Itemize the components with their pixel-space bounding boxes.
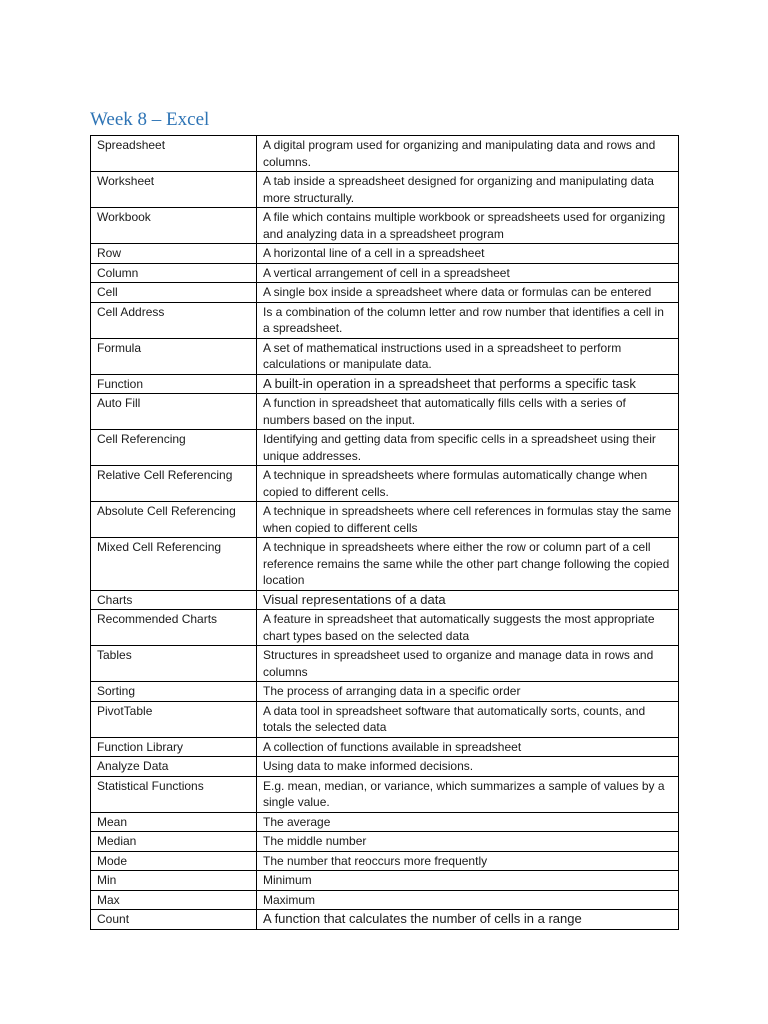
table-row xyxy=(91,871,679,891)
definition-cell: A function that calculates the number of cells in a range xyxy=(257,910,679,930)
definition-cell: Minimum xyxy=(257,871,679,891)
definition-cell: Maximum xyxy=(257,890,679,910)
definition-cell: A data tool in spreadsheet software that automatically sorts, counts, and totals the selected data xyxy=(257,701,679,737)
term-cell: Charts xyxy=(91,590,257,610)
term-cell: Cell Address xyxy=(91,302,257,338)
term-cell: Recommended Charts xyxy=(91,610,257,646)
term-cell: Function Library xyxy=(91,737,257,757)
table-row xyxy=(91,701,679,737)
table-row xyxy=(91,590,679,610)
table-row xyxy=(91,302,679,338)
definition-cell: Is a combination of the column letter and row number that identifies a cell in a spreadsheet. xyxy=(257,302,679,338)
table-row xyxy=(91,757,679,777)
term-cell: Relative Cell Referencing xyxy=(91,466,257,502)
table-row xyxy=(91,682,679,702)
term-cell: Cell Referencing xyxy=(91,430,257,466)
definition-cell: Visual representations of a data xyxy=(257,590,679,610)
term-cell: Worksheet xyxy=(91,172,257,208)
term-cell: Min xyxy=(91,871,257,891)
table-row xyxy=(91,502,679,538)
term-cell: Max xyxy=(91,890,257,910)
term-cell: PivotTable xyxy=(91,701,257,737)
term-cell: Function xyxy=(91,374,257,394)
table-row xyxy=(91,851,679,871)
table-row xyxy=(91,610,679,646)
term-cell: Mixed Cell Referencing xyxy=(91,538,257,591)
term-cell: Mode xyxy=(91,851,257,871)
definition-cell: Structures in spreadsheet used to organize and manage data in rows and columns xyxy=(257,646,679,682)
table-row xyxy=(91,466,679,502)
term-cell: Cell xyxy=(91,283,257,303)
term-cell: Tables xyxy=(91,646,257,682)
definition-cell: A single box inside a spreadsheet where data or formulas can be entered xyxy=(257,283,679,303)
table-row xyxy=(91,890,679,910)
table-row xyxy=(91,208,679,244)
term-cell: Workbook xyxy=(91,208,257,244)
term-cell: Absolute Cell Referencing xyxy=(91,502,257,538)
table-row xyxy=(91,338,679,374)
definition-cell: A horizontal line of a cell in a spreadsheet xyxy=(257,244,679,264)
glossary-table xyxy=(90,135,679,930)
table-row xyxy=(91,172,679,208)
definition-cell: The average xyxy=(257,812,679,832)
term-cell: Column xyxy=(91,263,257,283)
term-cell: Analyze Data xyxy=(91,757,257,777)
term-cell: Auto Fill xyxy=(91,394,257,430)
table-row xyxy=(91,263,679,283)
table-row xyxy=(91,136,679,172)
definition-cell: A technique in spreadsheets where cell references in formulas stay the same when copied to different cells xyxy=(257,502,679,538)
table-row xyxy=(91,646,679,682)
definition-cell: A feature in spreadsheet that automatically suggests the most appropriate chart types based on the selected data xyxy=(257,610,679,646)
term-cell: Formula xyxy=(91,338,257,374)
table-row xyxy=(91,776,679,812)
glossary-table-body xyxy=(91,136,679,930)
definition-cell: A digital program used for organizing and manipulating data and rows and columns. xyxy=(257,136,679,172)
definition-cell: A function in spreadsheet that automatically fills cells with a series of numbers based on the input. xyxy=(257,394,679,430)
term-cell: Sorting xyxy=(91,682,257,702)
table-row xyxy=(91,244,679,264)
definition-cell: A set of mathematical instructions used in a spreadsheet to perform calculations or manipulate data. xyxy=(257,338,679,374)
table-row xyxy=(91,283,679,303)
table-row xyxy=(91,832,679,852)
definition-cell: The number that reoccurs more frequently xyxy=(257,851,679,871)
page-title: Week 8 – Excel xyxy=(90,109,210,130)
term-cell: Count xyxy=(91,910,257,930)
table-row xyxy=(91,737,679,757)
definition-cell: A built-in operation in a spreadsheet that performs a specific task xyxy=(257,374,679,394)
definition-cell: Using data to make informed decisions. xyxy=(257,757,679,777)
term-cell: Statistical Functions xyxy=(91,776,257,812)
term-cell: Row xyxy=(91,244,257,264)
table-row xyxy=(91,812,679,832)
definition-cell: A technique in spreadsheets where either the row or column part of a cell reference remains the same while the other part change following the copied location xyxy=(257,538,679,591)
definition-cell: A technique in spreadsheets where formulas automatically change when copied to different cells. xyxy=(257,466,679,502)
term-cell: Spreadsheet xyxy=(91,136,257,172)
definition-cell: The process of arranging data in a specific order xyxy=(257,682,679,702)
definition-cell: E.g. mean, median, or variance, which summarizes a sample of values by a single value. xyxy=(257,776,679,812)
term-cell: Median xyxy=(91,832,257,852)
definition-cell: Identifying and getting data from specific cells in a spreadsheet using their unique addresses. xyxy=(257,430,679,466)
definition-cell: The middle number xyxy=(257,832,679,852)
table-row xyxy=(91,374,679,394)
table-row xyxy=(91,538,679,591)
definition-cell: A collection of functions available in spreadsheet xyxy=(257,737,679,757)
table-row xyxy=(91,910,679,930)
definition-cell: A vertical arrangement of cell in a spreadsheet xyxy=(257,263,679,283)
table-row xyxy=(91,430,679,466)
definition-cell: A file which contains multiple workbook or spreadsheets used for organizing and analyzing data in a spreadsheet program xyxy=(257,208,679,244)
term-cell: Mean xyxy=(91,812,257,832)
table-row xyxy=(91,394,679,430)
definition-cell: A tab inside a spreadsheet designed for organizing and manipulating data more structurally. xyxy=(257,172,679,208)
